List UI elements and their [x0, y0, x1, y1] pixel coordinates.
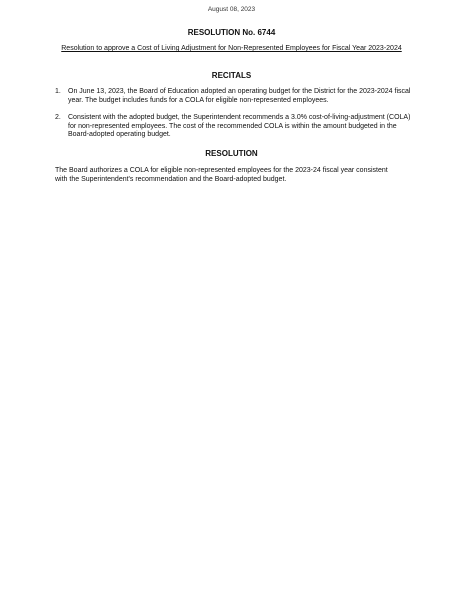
- recital-text: On June 13, 2023, the Board of Education adopted an operating budget for the District for the 2023-2024 fiscal year. The budget includes funds for a COLA for eligible non-represented employees.: [68, 88, 411, 104]
- recital-number: 2.: [55, 114, 61, 121]
- recital-text: Consistent with the adopted budget, the Superintendent recommends a 3.0% cost-of-living-adjustment (COLA) for non-represented employees. The cost of the recommended COLA is within the amount budgeted in the Board-adopted operating budget.: [68, 114, 411, 139]
- resolution-title: Resolution to approve a Cost of Living Adjustment for Non-Represented Employees for Fiscal Year 2023-2024: [61, 45, 402, 52]
- resolution-text: The Board authorizes a COLA for eligible non-represented employees for the 2023-24 fiscal year consistent with the Superintendent's recommendation and the Board-adopted budget.: [55, 167, 388, 183]
- recitals-heading: RECITALS: [211, 71, 252, 80]
- resolution-number: RESOLUTION No. 6744: [187, 28, 276, 37]
- document-date: August 08, 2023: [207, 6, 256, 13]
- recital-number: 1.: [55, 88, 61, 95]
- resolution-heading: RESOLUTION: [205, 149, 258, 158]
